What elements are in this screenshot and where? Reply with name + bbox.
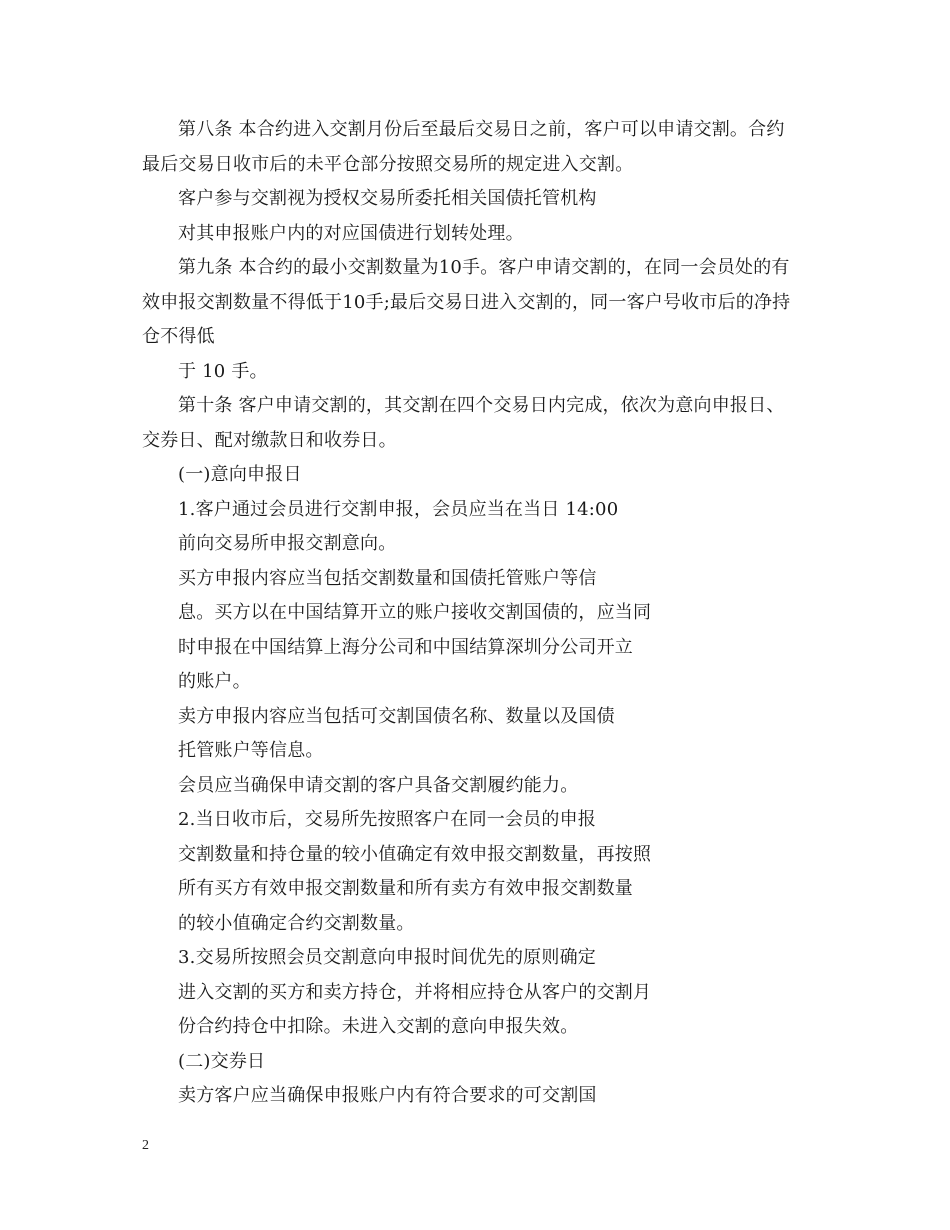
text-line: 第九条 本合约的最小交割数量为10手。客户申请交割的，在同一会员处的有 (178, 257, 790, 278)
text-line: 份合约持仓中扣除。未进入交割的意向申报失效。 (178, 1016, 579, 1037)
page-number: 2 (142, 1138, 149, 1153)
text-line: 买方申报内容应当包括交割数量和国债托管账户等信 (178, 567, 597, 589)
text-line: 所有买方有效申报交割数量和所有卖方有效申报交割数量 (178, 878, 633, 899)
text-line: 卖方申报内容应当包括可交割国债名称、数量以及国债 (178, 705, 615, 727)
text-line: 前向交易所申报交割意向。 (178, 533, 397, 554)
text-line: 交券日、配对缴款日和收券日。 (142, 429, 397, 451)
text-line: (一)意向申报日 (178, 464, 302, 485)
text-line: 第八条 本合约进入交割月份后至最后交易日之前，客户可以申请交割。合约 (178, 119, 785, 140)
text-line: 会员应当确保申请交割的客户具备交割履约能力。 (178, 774, 579, 796)
text-line: 仓不得低 (142, 326, 215, 347)
text-line: 客户参与交割视为授权交易所委托相关国债托管机构 (178, 188, 597, 209)
text-line: 的较小值确定合约交割数量。 (178, 912, 415, 934)
text-line: 最后交易日收市后的未平仓部分按照交易所的规定进入交割。 (142, 153, 634, 175)
text-line: 对其申报账户内的对应国债进行划转处理。 (178, 222, 524, 244)
text-line: 托管账户等信息。 (178, 740, 324, 761)
text-line: 进入交割的买方和卖方持仓，并将相应持仓从客户的交割月 (178, 981, 652, 1003)
text-line: 3.交易所按照会员交割意向申报时间优先的原则确定 (178, 947, 596, 968)
text-line: 息。买方以在中国结算开立的账户接收交割国债的，应当同 (178, 602, 652, 623)
document-body (142, 113, 812, 1114)
text-line: 第十条 客户申请交割的，其交割在四个交易日内完成，依次为意向申报日、 (178, 395, 785, 416)
text-line: 1.客户通过会员进行交割申报，会员应当在当日 14:00 (178, 498, 619, 520)
text-line: 卖方客户应当确保申报账户内有符合要求的可交割国 (178, 1085, 597, 1106)
text-line: 于 10 手。 (178, 360, 268, 382)
text-line: 效申报交割数量不得低于10手;最后交易日进入交割的，同一客户号收市后的净持 (142, 291, 791, 313)
text-line: 交割数量和持仓量的较小值确定有效申报交割数量，再按照 (178, 843, 652, 865)
text-line: 的账户。 (178, 671, 251, 692)
text-line: 时申报在中国结算上海分公司和中国结算深圳分公司开立 (178, 636, 633, 658)
text-line: 2.当日收市后，交易所先按照客户在同一会员的申报 (178, 809, 596, 830)
text-line: (二)交券日 (178, 1050, 266, 1072)
